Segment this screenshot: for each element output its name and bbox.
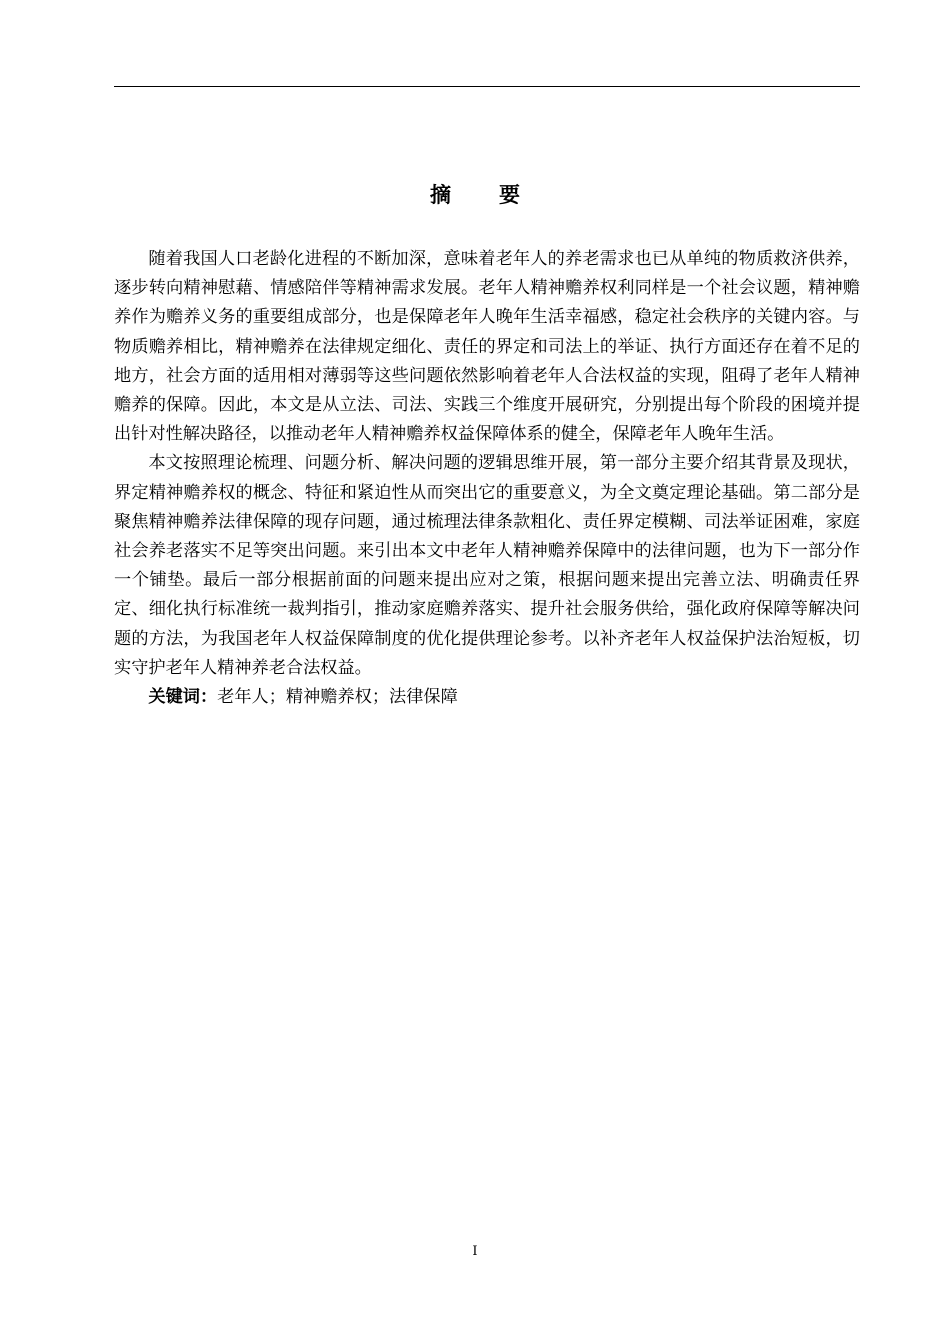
abstract-title — [0, 180, 950, 210]
keywords-label: 关键词： — [148, 687, 218, 708]
keywords-line — [114, 683, 860, 712]
abstract-body — [114, 245, 860, 712]
abstract-title-char-2: 要 — [499, 183, 520, 207]
keywords-text: 老年人；精神赡养权；法律保障 — [217, 687, 458, 708]
header-rule — [114, 86, 860, 87]
abstract-paragraph-1: 随着我国人口老龄化进程的不断加深，意味着老年人的养老需求也已从单纯的物质救济供养，逐步转向精神慰藉、情感陪伴等精神需求发展。老年人精神赡养权利同样是一个社会议题，精神赡养作为赡养义务的重要组成部分，也是保障老年人晚年生活幸福感，稳定社会秩序的关键内容。与物质赡养相比，精神赡养在法律规定细化、责任的界定和司法上的举证、执行方面还存在着不足的地方，社会方面的适用相对薄弱等这些问题依然影响着老年人合法权益的实现，阻碍了老年人精神赡养的保障。因此，本文是从立法、司法、实践三个维度开展研究，分别提出每个阶段的困境并提出针对性解决路径，以推动老年人精神赡养权益保障体系的健全，保障老年人晚年生活。 — [114, 249, 860, 445]
abstract-paragraph-2: 本文按照理论梳理、问题分析、解决问题的逻辑思维开展，第一部分主要介绍其背景及现状，界定精神赡养权的概念、特征和紧迫性从而突出它的重要意义，为全文奠定理论基础。第二部分是聚焦精神赡养法律保障的现存问题，通过梳理法律条款粗化、责任界定模糊、司法举证困难，家庭社会养老落实不足等突出问题。来引出本文中老年人精神赡养保障中的法律问题，也为下一部分作一个铺垫。最后一部分根据前面的问题来提出应对之策，根据问题来提出完善立法、明确责任界定、细化执行标准统一裁判指引，推动家庭赡养落实、提升社会服务供给，强化政府保障等解决问题的方法，为我国老年人权益保障制度的优化提供理论参考。以补齐老年人权益保护法治短板，切实守护老年人精神养老合法权益。 — [114, 453, 860, 678]
abstract-title-char-1: 摘 — [430, 183, 451, 207]
page-number: I — [472, 1244, 478, 1259]
